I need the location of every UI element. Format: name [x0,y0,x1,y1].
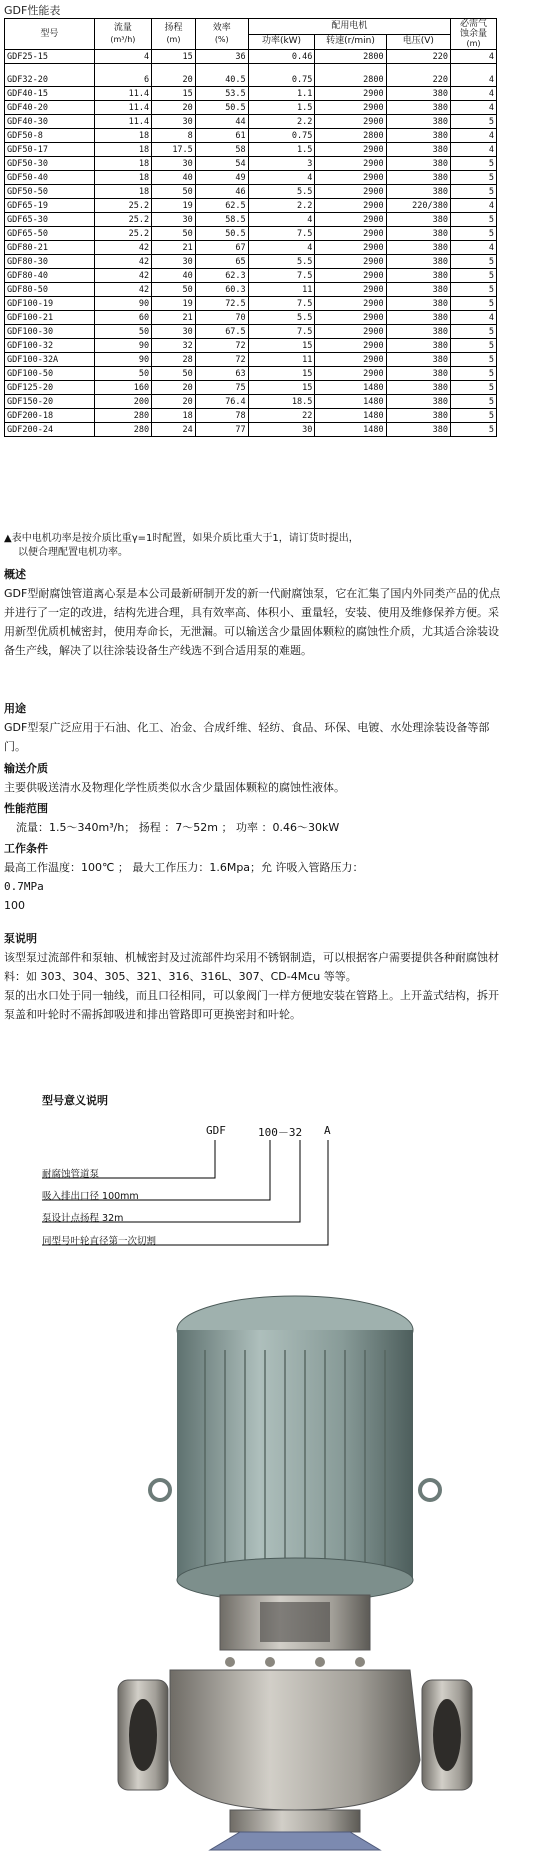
table-cell: 2800 [315,50,386,64]
cell-model: GDF100-32 [5,339,95,353]
cell-model: GDF80-40 [5,269,95,283]
table-cell: 2900 [315,87,386,101]
table-header-row [5,19,497,35]
table-row [5,171,497,185]
medium-text: 主要供吸送清水及物理化学性质类似水含少量固体颗粒的腐蚀性液体。 [4,781,345,794]
table-row [5,353,497,367]
table-cell: 20 [152,395,196,409]
table-cell: 20 [152,101,196,115]
table-cell: 1480 [315,381,386,395]
table-cell: 21 [152,241,196,255]
table-cell: 2900 [315,297,386,311]
model-label-2: 吸入排出口径 100mm [42,1191,139,1202]
table-cell: 0.75 [248,129,315,143]
table-cell: 5 [450,409,496,423]
cell-model: GDF125-20 [5,381,95,395]
section-range [4,800,504,837]
table-row [5,283,497,297]
table-cell: 50 [152,185,196,199]
table-cell: 15 [248,339,315,353]
table-cell: 4 [450,50,496,64]
table-cell: 18 [94,143,151,157]
table-cell: 67.5 [195,325,248,339]
table-cell: 18 [94,129,151,143]
table-cell: 15 [248,367,315,381]
table-cell: 11 [248,283,315,297]
table-cell: 5 [450,423,496,437]
table-cell: 50 [94,325,151,339]
table-cell: 220/380 [386,199,450,213]
table-cell: 4 [248,241,315,255]
table-cell: 380 [386,311,450,325]
table-cell: 380 [386,297,450,311]
cell-model: GDF25-15 [5,50,95,64]
table-cell: 2900 [315,353,386,367]
table-cell: 2900 [315,185,386,199]
table-cell: 42 [94,255,151,269]
cell-model: GDF65-50 [5,227,95,241]
cell-model: GDF80-21 [5,241,95,255]
table-cell: 44 [195,115,248,129]
header-flow: 流量 (m³/h) [94,19,151,50]
table-row [5,101,497,115]
table-cell: 15 [248,381,315,395]
table-cell: 18 [152,409,196,423]
table-cell: 200 [94,395,151,409]
table-row [5,87,497,101]
conditions-line-2: 0.7MPa [4,880,44,893]
table-cell: 36 [195,50,248,64]
table-cell: 28 [152,353,196,367]
table-cell: 2800 [315,64,386,87]
model-code-cut: A [324,1124,331,1137]
table-cell: 3 [248,157,315,171]
table-cell: 280 [94,423,151,437]
table-cell: 380 [386,339,450,353]
table-cell: 70 [195,311,248,325]
conditions-line-3: 100 [4,899,25,912]
table-cell: 2900 [315,241,386,255]
table-cell: 60 [94,311,151,325]
table-cell: 78 [195,409,248,423]
table-cell: 160 [94,381,151,395]
table-cell: 1480 [315,395,386,409]
table-cell: 20 [152,64,196,87]
table-cell: 4 [450,129,496,143]
table-cell: 1480 [315,423,386,437]
header-head: 扬程 (m) [152,19,196,50]
table-cell: 5 [450,297,496,311]
cell-model: GDF100-30 [5,325,95,339]
table-cell: 4 [248,213,315,227]
table-cell: 380 [386,325,450,339]
table-cell: 30 [248,423,315,437]
table-row [5,185,497,199]
cell-model: GDF50-50 [5,185,95,199]
table-cell: 380 [386,381,450,395]
table-row [5,409,497,423]
table-cell: 61 [195,129,248,143]
table-cell: 72 [195,339,248,353]
table-cell: 42 [94,269,151,283]
header-speed: 转速(r/min) [315,34,386,50]
table-cell: 5.5 [248,185,315,199]
header-efficiency: 效率 (%) [195,19,248,50]
table-cell: 380 [386,101,450,115]
table-cell: 30 [152,255,196,269]
model-code-size: 100－32 [258,1126,303,1139]
table-cell: 32 [152,339,196,353]
table-cell: 380 [386,241,450,255]
table-cell: 5 [450,115,496,129]
conditions-title: 工作条件 [4,842,48,855]
explain-text-2: 泵的出水口处于同一轴线，而且口径相同，可以象阀门一样方便地安装在管路上。上开盖式结构，拆开泵盖和叶轮时不需拆卸吸进和排出管路即可更换密封和叶轮。 [4,989,499,1021]
model-label-4: 同型号叶轮直径第一次切割 [42,1236,157,1247]
table-row [5,367,497,381]
table-cell: 5 [450,213,496,227]
table-cell: 76.4 [195,395,248,409]
table-row [5,381,497,395]
range-text: 流量：1.5～340m³/h； 扬程 ：7～52m ； 功率 ：0.46～30kW [16,821,340,834]
table-cell: 7.5 [248,325,315,339]
table-row [5,311,497,325]
cell-model: GDF40-20 [5,101,95,115]
table-cell: 25.2 [94,199,151,213]
table-cell: 380 [386,395,450,409]
explain-title: 泵说明 [4,932,37,945]
section-explain [4,930,504,1024]
table-cell: 5 [450,381,496,395]
table-cell: 30 [152,325,196,339]
header-model: 型号 [5,19,95,50]
cell-model: GDF40-30 [5,115,95,129]
overview-title: 概述 [4,568,26,581]
table-cell: 30 [152,115,196,129]
table-cell: 2900 [315,255,386,269]
table-cell: 50.5 [195,227,248,241]
table-cell: 90 [94,297,151,311]
table-cell: 11.4 [94,115,151,129]
table-cell: 67 [195,241,248,255]
table-cell: 58 [195,143,248,157]
table-cell: 280 [94,409,151,423]
table-cell: 11.4 [94,101,151,115]
table-cell: 7.5 [248,297,315,311]
table-cell: 63 [195,367,248,381]
table-row [5,339,497,353]
cell-model: GDF100-21 [5,311,95,325]
table-cell: 50 [152,283,196,297]
table-cell: 18 [94,185,151,199]
table-cell: 4 [450,87,496,101]
table-cell: 5 [450,395,496,409]
table-cell: 60.3 [195,283,248,297]
table-row [5,64,497,87]
table-cell: 2.2 [248,199,315,213]
cell-model: GDF200-18 [5,409,95,423]
table-row [5,423,497,437]
table-cell: 380 [386,283,450,297]
cell-model: GDF50-30 [5,157,95,171]
table-cell: 380 [386,353,450,367]
table-cell: 2900 [315,101,386,115]
table-row [5,115,497,129]
usage-title: 用途 [4,702,26,715]
table-cell: 380 [386,115,450,129]
cell-model: GDF50-8 [5,129,95,143]
table-cell: 50 [152,227,196,241]
performance-table [4,18,497,437]
table-cell: 18.5 [248,395,315,409]
table-cell: 4 [450,143,496,157]
table-cell: 11.4 [94,87,151,101]
model-label-1: 耐腐蚀管道泵 [42,1169,100,1180]
table-cell: 30 [152,213,196,227]
table-cell: 40 [152,269,196,283]
table-cell: 90 [94,353,151,367]
medium-title: 输送介质 [4,762,48,775]
table-note [4,532,504,560]
cell-model: GDF80-30 [5,255,95,269]
table-cell: 380 [386,269,450,283]
table-cell: 2900 [315,213,386,227]
table-cell: 4 [450,101,496,115]
table-cell: 5 [450,339,496,353]
cell-model: GDF65-19 [5,199,95,213]
table-cell: 15 [152,87,196,101]
note-line-2: 以便合理配置电机功率。 [18,547,128,558]
table-row [5,241,497,255]
table-cell: 220 [386,64,450,87]
header-voltage: 电压(V) [386,34,450,50]
table-cell: 72 [195,353,248,367]
table-cell: 4 [450,241,496,255]
cell-model: GDF100-32A [5,353,95,367]
table-cell: 5 [450,227,496,241]
table-cell: 62.3 [195,269,248,283]
table-cell: 5 [450,255,496,269]
table-cell: 380 [386,171,450,185]
model-meaning-diagram [0,1092,550,1262]
table-cell: 11 [248,353,315,367]
table-cell: 2900 [315,339,386,353]
table-caption: GDF性能表 [4,4,61,17]
table-row [5,50,497,64]
table-row [5,199,497,213]
table-cell: 2900 [315,143,386,157]
table-cell: 5 [450,283,496,297]
table-cell: 2900 [315,311,386,325]
table-cell: 380 [386,423,450,437]
cell-model: GDF150-20 [5,395,95,409]
header-motor: 配用电机 [248,19,450,35]
table-cell: 380 [386,87,450,101]
table-cell: 380 [386,129,450,143]
section-overview [4,566,504,660]
table-cell: 4 [450,199,496,213]
table-cell: 380 [386,185,450,199]
table-cell: 380 [386,157,450,171]
table-cell: 40 [152,171,196,185]
range-title: 性能范围 [4,802,48,815]
table-cell: 18 [94,157,151,171]
table-cell: 25.2 [94,227,151,241]
table-cell: 72.5 [195,297,248,311]
conditions-line-1: 最高工作温度：100℃ ； 最大工作压力：1.6Mpa；允 许吸入管路压力： [4,861,364,874]
table-cell: 4 [94,50,151,64]
header-power: 功率(kW) [248,34,315,50]
table-row [5,157,497,171]
table-cell: 50.5 [195,101,248,115]
table-cell: 5 [450,353,496,367]
cell-model: GDF80-50 [5,283,95,297]
section-medium [4,760,504,797]
table-cell: 2.2 [248,115,315,129]
note-line-1: ▲表中电机功率是按介质比重γ=1时配置，如果介质比重大于1，请订货时提出， [4,533,359,544]
table-cell: 380 [386,143,450,157]
table-row [5,297,497,311]
table-row [5,213,497,227]
table-row [5,129,497,143]
table-cell: 2900 [315,199,386,213]
table-cell: 2900 [315,171,386,185]
section-usage [4,700,504,756]
table-cell: 220 [386,50,450,64]
table-cell: 2900 [315,367,386,381]
table-row [5,325,497,339]
model-meaning-title: 型号意义说明 [42,1094,108,1107]
cell-model: GDF100-50 [5,367,95,381]
table-cell: 2900 [315,227,386,241]
table-cell: 380 [386,255,450,269]
table-cell: 1480 [315,409,386,423]
table-cell: 58.5 [195,213,248,227]
table-cell: 20 [152,381,196,395]
overview-text: GDF型耐腐蚀管道离心泵是本公司最新研制开发的新一代耐腐蚀泵，它在汇集了国内外同类产品的优点并进行了一定的改进，结构先进合理，具有效率高、体积小、重量轻，安装、使用及维修保养方便。采用新型优质机械密封，使用寿命长，无泄漏。可以输送含少量固体颗粒的腐蚀性介质，尤其适合涂装设备生产线，解决了以往涂装设备生产线选不到合适用泵的难题。 [4,587,501,657]
table-cell: 53.5 [195,87,248,101]
table-cell: 62.5 [195,199,248,213]
table-cell: 2800 [315,129,386,143]
table-cell: 7.5 [248,227,315,241]
table-cell: 8 [152,129,196,143]
table-cell: 40.5 [195,64,248,87]
table-cell: 2900 [315,157,386,171]
cell-model: GDF32-20 [5,64,95,87]
table-cell: 19 [152,297,196,311]
table-cell: 5.5 [248,255,315,269]
section-conditions [4,840,504,915]
table-cell: 30 [152,157,196,171]
table-cell: 21 [152,311,196,325]
table-cell: 65 [195,255,248,269]
pump-image [110,1290,490,1865]
table-row [5,227,497,241]
cell-model: GDF100-19 [5,297,95,311]
table-cell: 15 [152,50,196,64]
table-cell: 4 [248,171,315,185]
table-cell: 49 [195,171,248,185]
table-cell: 77 [195,423,248,437]
table-cell: 42 [94,283,151,297]
table-cell: 50 [94,367,151,381]
table-cell: 7.5 [248,269,315,283]
cell-model: GDF50-40 [5,171,95,185]
table-cell: 90 [94,339,151,353]
table-cell: 380 [386,409,450,423]
model-code-gdf: GDF [206,1124,226,1137]
table-cell: 22 [248,409,315,423]
table-cell: 2900 [315,269,386,283]
table-row [5,255,497,269]
table-cell: 5 [450,367,496,381]
cell-model: GDF40-15 [5,87,95,101]
table-cell: 5 [450,157,496,171]
table-row [5,143,497,157]
cell-model: GDF200-24 [5,423,95,437]
table-cell: 42 [94,241,151,255]
table-cell: 4 [450,311,496,325]
table-cell: 2900 [315,115,386,129]
table-cell: 380 [386,227,450,241]
table-cell: 5 [450,171,496,185]
table-cell: 1.5 [248,143,315,157]
table-cell: 5 [450,325,496,339]
table-cell: 380 [386,213,450,227]
cell-model: GDF65-30 [5,213,95,227]
table-row [5,269,497,283]
table-cell: 5 [450,269,496,283]
model-label-3: 泵设计点扬程 32m [42,1213,124,1224]
table-cell: 380 [386,367,450,381]
table-cell: 17.5 [152,143,196,157]
table-cell: 1.5 [248,101,315,115]
cell-model: GDF50-17 [5,143,95,157]
table-cell: 4 [450,64,496,87]
table-body [5,50,497,437]
table-cell: 24 [152,423,196,437]
table-cell: 5 [450,185,496,199]
usage-text: GDF型泵广泛应用于石油、化工、冶金、合成纤维、轻纺、食品、环保、电镀、水处理涂装设备等部门。 [4,721,490,753]
table-cell: 54 [195,157,248,171]
table-cell: 2900 [315,325,386,339]
table-cell: 1.1 [248,87,315,101]
table-cell: 18 [94,171,151,185]
explain-text-1: 该型泵过流部件和泵轴、机械密封及过流部件均采用不锈钢制造，可以根据客户需要提供各种耐腐蚀材料：如 303、304、305、321、316、316L、307、CD-4Mcu 等等。 [4,951,499,983]
table-cell: 2900 [315,283,386,297]
table-cell: 0.75 [248,64,315,87]
table-cell: 50 [152,367,196,381]
header-npsh: 必需气 蚀余量 (m) [450,19,496,50]
table-cell: 46 [195,185,248,199]
table-cell: 25.2 [94,213,151,227]
table-row [5,395,497,409]
table-cell: 75 [195,381,248,395]
table-cell: 0.46 [248,50,315,64]
table-cell: 5.5 [248,311,315,325]
table-cell: 6 [94,64,151,87]
table-cell: 19 [152,199,196,213]
